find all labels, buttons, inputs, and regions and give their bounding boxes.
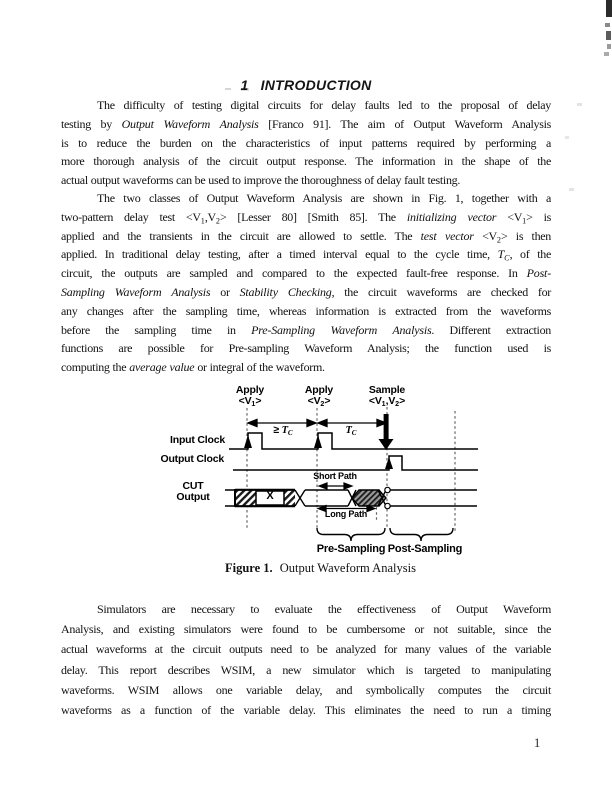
text-line: applied and the transients in the circuit are allowed to settle. The test vector $<V_2>$ is then — [61, 228, 552, 244]
hazard-region — [352, 490, 386, 506]
label-output: Output — [176, 491, 210, 503]
figure-caption-number: Figure 1. — [225, 561, 273, 575]
text-line: functions are possible for Pre-sampling Waveform Analysis; the function used is — [61, 341, 551, 356]
text-line: before the sampling time in Pre-Sampling Waveform Analysis. Different extraction — [61, 322, 551, 337]
paragraph-3 — [61, 599, 551, 720]
scan-artifact — [606, 31, 611, 40]
section-number: 1 — [240, 77, 249, 93]
text-line: Sampling Waveform Analysis or Stability Checking, the circuit waveforms are checked for — [61, 284, 551, 299]
scan-artifact — [577, 103, 582, 106]
scan-artifact — [606, 0, 612, 17]
figure-caption-text: Output Waveform Analysis — [279, 561, 416, 575]
label-long-path: Long Path — [324, 509, 368, 519]
scan-artifact — [604, 52, 609, 56]
label-sample-word: Sample — [368, 384, 406, 396]
label-output-clock: Output Clock — [160, 453, 224, 465]
scan-artifact — [605, 23, 610, 27]
scan-artifact — [569, 188, 574, 191]
label-sample — [347, 385, 427, 407]
text-line: Simulators are necessary to evaluate the effectiveness of Output Waveform — [97, 602, 551, 616]
scan-artifact — [565, 136, 569, 139]
label-pre-sampling: Pre-Sampling — [316, 543, 386, 555]
text-line: is to reduce the burden on the characteristics of input patterns required by performing a — [61, 135, 551, 150]
text-line: waveforms. WSIM allows one variable delay, and symbolically computes the circuit — [61, 682, 551, 697]
label-apply-v1-vector: $<V_1>$ — [238, 395, 262, 408]
text-line: actual output waveforms can be used to improve the thoroughness of delay fault testing. — [61, 173, 461, 188]
label-apply-v1 — [210, 385, 290, 407]
label-cut: CUT — [182, 480, 204, 492]
label-apply-v2-word: Apply — [304, 384, 334, 396]
label-sample-vector: $<V_1,V_2>$ — [368, 395, 406, 408]
text-line: waveforms as a function of the variable delay. This eliminates the need to run a timing — [61, 703, 551, 718]
label-post-sampling: Post-Sampling — [387, 543, 463, 555]
label-apply-v1-word: Apply — [235, 384, 265, 396]
output-clock-waveform — [233, 456, 478, 470]
scan-artifact — [607, 44, 611, 49]
figure-caption — [225, 561, 416, 576]
label-apply-v2-vector: $<V_2>$ — [307, 395, 331, 408]
paragraph-1 — [61, 96, 551, 190]
section-heading — [0, 77, 612, 93]
text-line: computing the average value or integral of the waveform. — [61, 360, 325, 375]
sample-point-marker — [385, 503, 390, 508]
label-interval-geq-tc: ≥ $T_C$ — [273, 424, 293, 437]
text-line: applied. In traditional delay testing, after a timed interval equal to the cycle time, $T_C$, of the — [61, 247, 551, 263]
label-cut-output — [173, 481, 213, 503]
text-line: Analysis, and existing simulators were found to be cumbersome or not suitable, since the — [61, 622, 551, 637]
label-input-clock: Input Clock — [170, 434, 225, 446]
label-x-marker: X — [266, 490, 274, 502]
label-interval-tc: $T_C$ — [345, 425, 357, 437]
text-line: The difficulty of testing digital circuits for delay faults led to the proposal of delay — [97, 98, 551, 112]
section-title: INTRODUCTION — [260, 77, 372, 93]
label-short-path: Short Path — [313, 471, 357, 481]
text-line: The two classes of Output Waveform Analysis are shown in Fig. 1, together with a — [97, 191, 551, 205]
sample-point-marker — [385, 487, 390, 492]
text-line: two-pattern delay test $<V_1,V_2>$ [Lesser 80] [Smith 85]. The initializing vector $<V_1>$ is — [61, 209, 552, 226]
paragraph-2 — [61, 189, 551, 377]
region-braces — [317, 528, 453, 541]
text-line: delay. This report describes WSIM, a new simulator which is targeted to manipulating — [61, 662, 551, 677]
figure-timing-diagram — [145, 383, 505, 560]
text-line: circuit, the outputs are sampled and compared to the expected fault-free response. In Post- — [61, 266, 551, 281]
text-line: testing by Output Waveform Analysis [Franco 91]. The aim of Output Waveform Analysis — [61, 116, 551, 131]
text-line: any changes after the sampling time, whereas information is extracted from the waveforms — [61, 303, 551, 318]
text-line: more thorough analysis of the circuit output response. The information in the shape of the — [61, 154, 551, 169]
text-line: actual waveforms at the circuit outputs need to be analyzed for many values of the variable — [61, 642, 551, 657]
page-number: 1 — [534, 736, 541, 750]
